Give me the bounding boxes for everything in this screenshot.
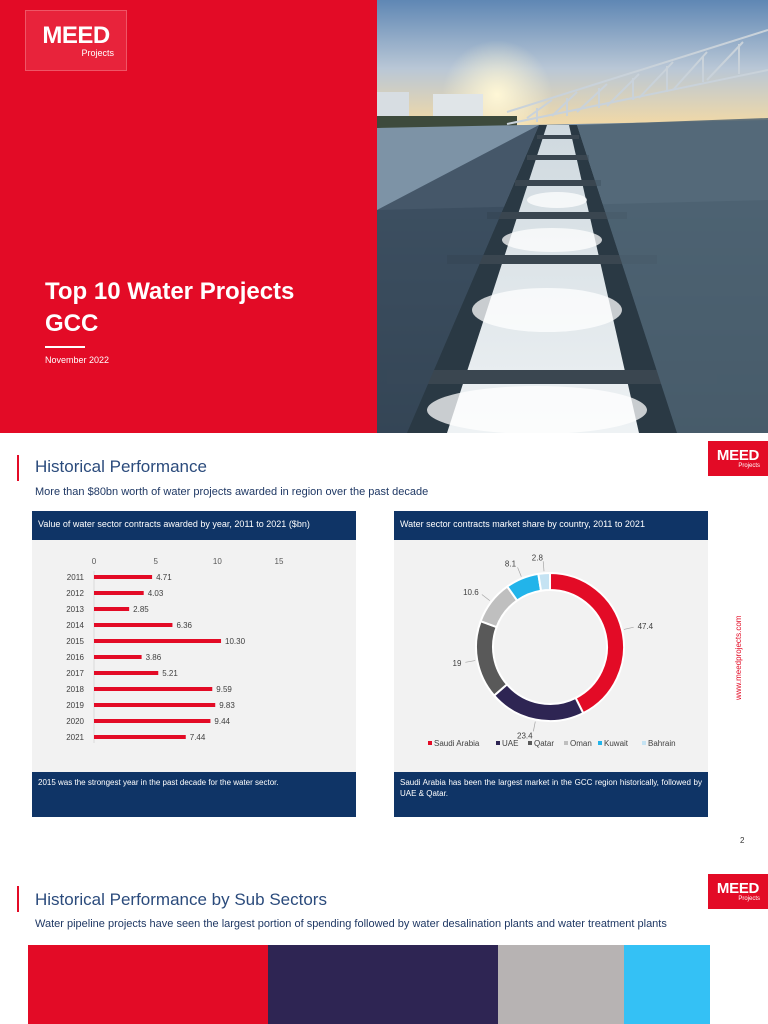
desalination-segment: [268, 945, 498, 1024]
logo-sub: Projects: [738, 462, 760, 469]
bar: [94, 591, 144, 595]
bar: [94, 575, 152, 579]
y-tick-label: 2017: [66, 669, 84, 678]
cover-divider: [45, 346, 85, 348]
y-tick-label: 2016: [66, 653, 84, 662]
donut-data-label: 10.6: [463, 588, 479, 598]
treatment-segment: [498, 945, 624, 1024]
legend-swatch: [428, 741, 432, 745]
bar-chart-heading: Value of water sector contracts awarded by year, 2011 to 2021 ($bn): [32, 511, 356, 540]
donut-chart-panel: [394, 540, 708, 772]
x-tick-label: 15: [274, 557, 284, 566]
donut-data-label: 2.8: [531, 553, 543, 563]
data-label: 10.30: [225, 637, 246, 646]
data-label: 9.59: [216, 685, 232, 694]
bar: [94, 703, 215, 707]
legend-label: Qatar: [534, 739, 555, 748]
bar: [94, 735, 186, 739]
cover-title: [45, 276, 294, 340]
data-label: 7.44: [189, 733, 206, 742]
donut-slice: [476, 621, 507, 695]
data-label: 6.36: [176, 621, 193, 630]
meed-logo-small: [708, 441, 768, 476]
legend-label: Oman: [570, 739, 592, 748]
title-accent-bar: [17, 455, 19, 481]
cover-slide: [0, 0, 768, 433]
x-tick-label: 0: [91, 557, 97, 566]
y-tick-label: 2018: [66, 685, 84, 694]
bar: [94, 687, 212, 691]
logo-mark: MEED: [716, 446, 760, 464]
cover-title-line1: Top 10 Water Projects: [45, 278, 295, 305]
water-treatment-photo: [377, 0, 768, 433]
y-tick-label: 2012: [66, 589, 84, 598]
leader-line: [482, 595, 490, 601]
bar: [94, 655, 142, 659]
legend-label: Kuwait: [604, 739, 629, 748]
bar-chart-panel: [32, 540, 356, 772]
logo-mark: MEED: [42, 21, 110, 49]
legend-label: Saudi Arabia: [434, 739, 480, 748]
slide-subtitle: More than $80bn worth of water projects awarded in region over the past decade: [35, 486, 429, 498]
legend-label: Bahrain: [648, 739, 676, 748]
legend-swatch: [598, 741, 602, 745]
title-accent-bar: [17, 886, 19, 912]
y-tick-label: 2013: [66, 605, 84, 614]
data-label: 4.03: [147, 589, 164, 598]
x-tick-label: 5: [153, 557, 158, 566]
leader-line: [533, 722, 535, 732]
donut-data-label: 19: [452, 659, 462, 669]
slide-title: Historical Performance by Sub Sectors: [35, 890, 327, 909]
slide-subtitle: Water pipeline projects have seen the largest portion of spending followed by water desalination plants and water treatment plants: [35, 918, 667, 930]
leader-line: [465, 661, 475, 663]
y-tick-label: 2015: [66, 637, 84, 646]
pipeline-segment: [28, 945, 268, 1024]
y-tick-label: 2011: [66, 573, 84, 582]
logo-mark: MEED: [716, 879, 760, 897]
donut-data-label: 47.4: [637, 622, 654, 632]
other-segment: [624, 945, 710, 1024]
y-tick-label: 2019: [66, 701, 84, 710]
bar: [94, 719, 210, 723]
bar-chart-footnote: 2015 was the strongest year in the past decade for the water sector.: [32, 772, 356, 817]
leader-line: [624, 627, 634, 629]
x-tick-label: 10: [212, 557, 222, 566]
logo-sub: Projects: [738, 895, 760, 902]
website-url: www.meedprojects.com: [734, 615, 743, 700]
donut-chart-footnote: Saudi Arabia has been the largest market in the GCC region historically, followed by UAE & Qatar.: [394, 772, 708, 817]
historical-performance-slide: [0, 433, 768, 860]
legend-swatch: [496, 741, 500, 745]
leader-line: [543, 561, 544, 571]
page-number: 2: [740, 836, 745, 845]
sub-sectors-slide: [0, 860, 768, 1024]
data-label: 9.44: [214, 717, 231, 726]
donut-slice: [538, 573, 550, 591]
donut-chart: [394, 540, 708, 772]
donut-data-label: 23.4: [517, 731, 533, 741]
donut-chart-heading: Water sector contracts market share by country, 2011 to 2021: [394, 511, 708, 540]
meed-logo: [25, 10, 127, 71]
y-tick-label: 2014: [66, 621, 84, 630]
data-label: 3.86: [145, 653, 162, 662]
legend-swatch: [642, 741, 646, 745]
bar: [94, 639, 221, 643]
donut-data-label: 8.1: [504, 559, 517, 569]
y-tick-label: 2021: [66, 733, 84, 742]
y-tick-label: 2020: [66, 717, 84, 726]
donut-slice: [494, 684, 583, 721]
legend-swatch: [564, 741, 568, 745]
cover-date: November 2022: [45, 355, 110, 365]
bar-chart: [32, 540, 356, 772]
meed-logo-small: [708, 874, 768, 909]
legend-swatch: [528, 741, 532, 745]
data-label: 9.83: [219, 701, 235, 710]
data-label: 2.85: [133, 605, 149, 614]
bar: [94, 607, 129, 611]
leader-line: [518, 567, 522, 576]
slide-title: Historical Performance: [35, 457, 207, 476]
donut-slice: [550, 573, 624, 713]
bar: [94, 671, 158, 675]
logo-sub: Projects: [81, 47, 114, 58]
cover-title-line2: GCC: [45, 310, 99, 337]
data-label: 5.21: [162, 669, 178, 678]
bar: [94, 623, 172, 627]
data-label: 4.71: [156, 573, 172, 582]
legend-label: UAE: [502, 739, 519, 748]
